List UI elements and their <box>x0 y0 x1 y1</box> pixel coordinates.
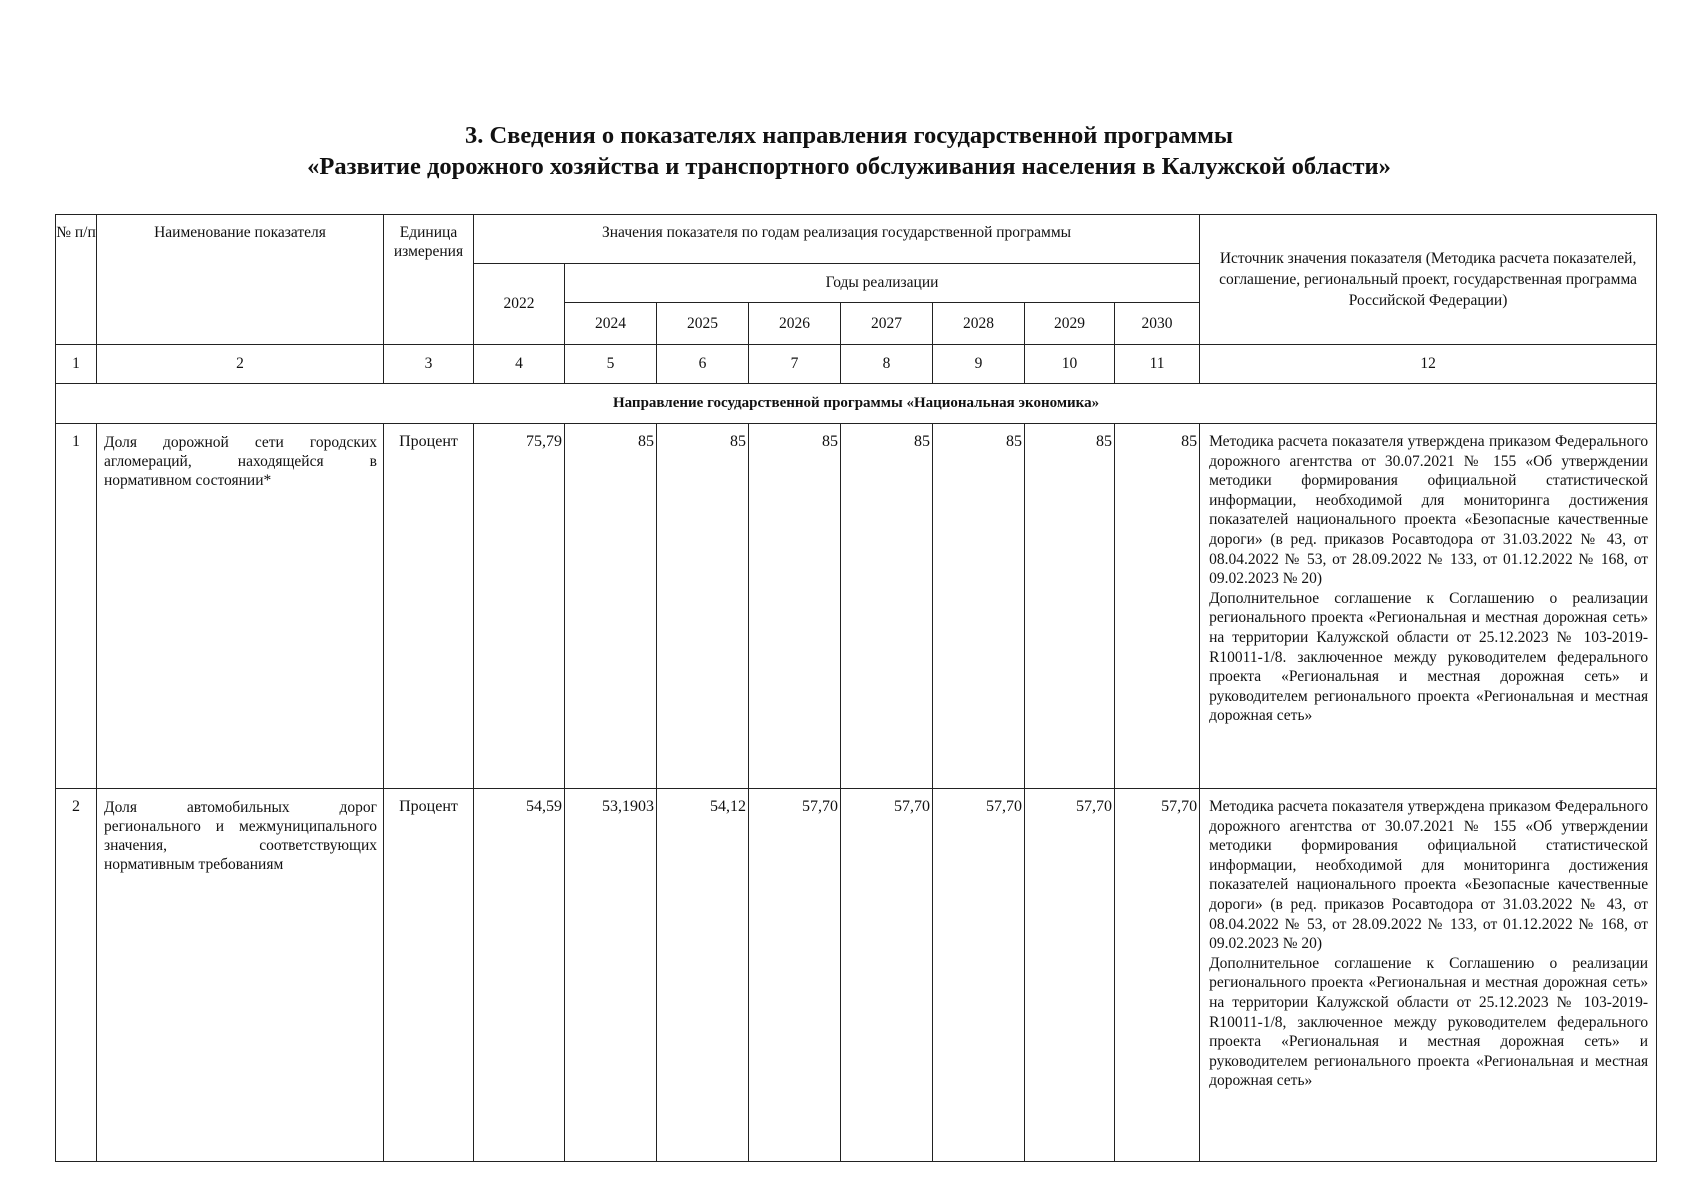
header-values-group: Значения показателя по годам реализация государственной программы <box>474 215 1200 264</box>
column-number: 10 <box>1025 345 1115 384</box>
column-number: 5 <box>565 345 657 384</box>
column-number: 11 <box>1115 345 1200 384</box>
unit-cell: Процент <box>384 424 474 789</box>
column-number: 6 <box>657 345 749 384</box>
header-year: 2028 <box>933 303 1025 345</box>
value-cell: 85 <box>1025 424 1115 789</box>
source-agreement: Дополнительное соглашение к Соглашению о реализации регионального проекта «Региональная и местная дорожная сеть» на территории Калужской области от 25.12.2023 № 103-2019-R10011-1/8. заключенное между руководителем федерального проекта «Региональная и местная дорожная сеть» и руководителем регионального проекта «Региональная и местная дорожная сеть» <box>1209 589 1649 725</box>
value-cell: 85 <box>657 424 749 789</box>
indicators-table <box>55 214 1657 1162</box>
header-name: Наименование показателя <box>97 215 384 345</box>
column-number: 3 <box>384 345 474 384</box>
header-year: 2025 <box>657 303 749 345</box>
column-number: 2 <box>97 345 384 384</box>
value-cell: 57,70 <box>933 789 1025 1162</box>
value-cell: 54,12 <box>657 789 749 1162</box>
document-title <box>0 120 1698 182</box>
header-year: 2030 <box>1115 303 1200 345</box>
unit-cell: Процент <box>384 789 474 1162</box>
section-row <box>56 384 1657 424</box>
table-row <box>56 789 1657 1162</box>
column-number: 1 <box>56 345 97 384</box>
value-cell: 57,70 <box>749 789 841 1162</box>
value-cell: 57,70 <box>1115 789 1200 1162</box>
value-cell: 54,59 <box>474 789 565 1162</box>
indicator-name: Доля дорожной сети городских агломераций, находящейся в нормативном состоянии* <box>97 424 384 789</box>
value-cell: 85 <box>1115 424 1200 789</box>
header-num: № п/п <box>56 215 97 345</box>
column-number: 12 <box>1200 345 1657 384</box>
header-years-group: Годы реализации <box>565 264 1200 303</box>
header-base-year: 2022 <box>474 264 565 345</box>
column-number: 8 <box>841 345 933 384</box>
value-cell: 53,1903 <box>565 789 657 1162</box>
column-number: 4 <box>474 345 565 384</box>
column-numbers-row <box>56 345 1657 384</box>
value-cell: 85 <box>841 424 933 789</box>
title-line-2: «Развитие дорожного хозяйства и транспортного обслуживания населения в Калужской области» <box>307 153 1391 180</box>
row-index: 1 <box>56 424 97 789</box>
header-year: 2027 <box>841 303 933 345</box>
header-unit: Единица измерения <box>384 215 474 345</box>
row-index: 2 <box>56 789 97 1162</box>
header-year: 2026 <box>749 303 841 345</box>
value-cell: 75,79 <box>474 424 565 789</box>
header-year: 2029 <box>1025 303 1115 345</box>
value-cell: 57,70 <box>1025 789 1115 1162</box>
header-source: Источник значения показателя (Методика расчета показателей, соглашение, региональный проект, государственная программа Российской Федерации) <box>1200 215 1657 345</box>
value-cell: 85 <box>749 424 841 789</box>
source-methodology: Методика расчета показателя утверждена приказом Федерального дорожного агентства от 30.07.2021 № 155 «Об утверждении методики формирования официальной статистической информации, необходимой для мониторинга достижения показателей национального проекта «Безопасные качественные дороги» (в ред. приказов Росавтодора от 31.03.2022 № 43, от 08.04.2022 № 53, от 28.09.2022 № 133, от 01.12.2022 № 168, от 09.02.2023 № 20) <box>1209 798 1649 953</box>
value-cell: 57,70 <box>841 789 933 1162</box>
source-cell <box>1200 424 1657 789</box>
section-title: Направление государственной программы «Национальная экономика» <box>56 384 1657 424</box>
column-number: 7 <box>749 345 841 384</box>
source-agreement: Дополнительное соглашение к Соглашению о реализации регионального проекта «Региональная и местная дорожная сеть» на территории Калужской области от 25.12.2023 № 103-2019-R10011-1/8, заключенное между руководителем федерального проекта «Региональная и местная дорожная сеть» и руководителем регионального проекта «Региональная и местная дорожная сеть» <box>1209 954 1649 1090</box>
table-row <box>56 424 1657 789</box>
source-methodology: Методика расчета показателя утверждена приказом Федерального дорожного агентства от 30.07.2021 № 155 «Об утверждении методики формирования официальной статистической информации, необходимой для мониторинга достижения показателей национального проекта «Безопасные качественные дороги» (в ред. приказов Росавтодора от 31.03.2022 № 43, от 08.04.2022 № 53, от 28.09.2022 № 133, от 01.12.2022 № 168, от 09.02.2023 № 20) <box>1209 433 1649 588</box>
indicator-name: Доля автомобильных дорог регионального и межмуниципального значения, соответствующих нормативным требованиям <box>97 789 384 1162</box>
value-cell: 85 <box>933 424 1025 789</box>
value-cell: 85 <box>565 424 657 789</box>
column-number: 9 <box>933 345 1025 384</box>
header-year: 2024 <box>565 303 657 345</box>
title-line-1: 3. Сведения о показателях направления государственной программы <box>464 122 1234 149</box>
source-cell <box>1200 789 1657 1162</box>
header-row-1 <box>56 215 1657 264</box>
